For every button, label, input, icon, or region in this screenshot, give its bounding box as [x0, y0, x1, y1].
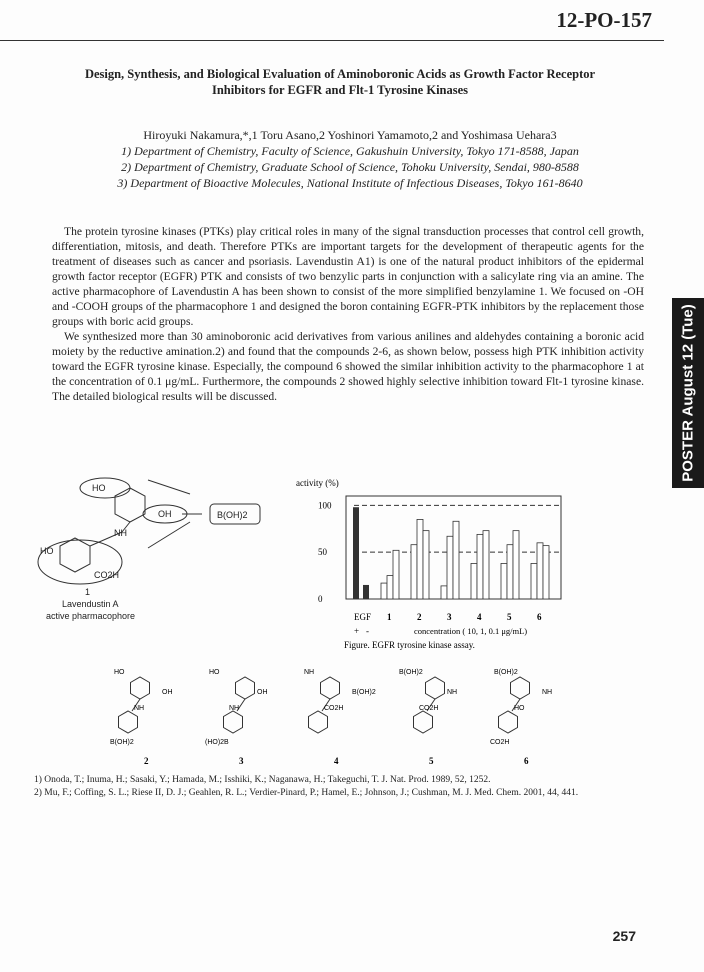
- compound-number: 3: [239, 756, 244, 766]
- bar-2-1: [417, 519, 423, 599]
- compound-6: [490, 669, 552, 766]
- affiliation: 3) Department of Bioactive Molecules, National Institute of Infectious Diseases, Tokyo 161-8640: [117, 176, 583, 190]
- y-tick-label: 100: [318, 500, 332, 511]
- bar-5-2: [513, 531, 519, 599]
- atom-label: HO: [514, 705, 525, 712]
- bar-3-0: [441, 586, 447, 599]
- benzene-ring: [511, 677, 530, 699]
- control-bar: [353, 507, 359, 599]
- header-rule: [0, 40, 664, 41]
- atom-label: OH: [162, 689, 173, 696]
- label: CO2H: [94, 570, 120, 580]
- compound-3: [205, 669, 268, 766]
- paper-title: Design, Synthesis, and Biological Evaluation of Aminoboronic Acids as Growth Factor Receptor Inhibitors for EGFR and Flt-1 Tyrosine Kinases: [84, 67, 596, 97]
- poster-code: 12-PO-157: [556, 8, 652, 32]
- x-tick-label: 6: [537, 612, 542, 622]
- page-number: 257: [612, 928, 636, 944]
- atom-label: NH: [304, 669, 315, 676]
- author-block: [60, 127, 640, 191]
- bar-5-1: [507, 545, 513, 599]
- bar-6-2: [543, 546, 549, 599]
- benzene-ring: [236, 677, 255, 699]
- benzene-ring: [60, 538, 90, 572]
- affiliation: 1) Department of Chemistry, Faculty of Science, Gakushuin University, Tokyo 171-8588, Japan: [121, 144, 579, 158]
- atom-label: B(OH)2: [110, 739, 134, 746]
- bar-1-2: [393, 550, 399, 599]
- bar-4-0: [471, 563, 477, 599]
- compound-2: [110, 669, 173, 766]
- x-tick-label: 2: [417, 612, 422, 622]
- label: NH: [114, 528, 127, 538]
- control-sign: -: [366, 626, 369, 636]
- atom-label: OH: [257, 689, 268, 696]
- x-axis-label: concentration ( 10, 1, 0.1 μg/mL): [414, 626, 528, 636]
- control-bar: [363, 585, 369, 599]
- benzene-ring: [309, 711, 328, 733]
- bar-6-0: [531, 563, 537, 599]
- affiliation: 2) Department of Chemistry, Graduate School of Science, Tohoku University, Sendai, 980-8588: [121, 160, 579, 174]
- bar-6-1: [537, 543, 543, 599]
- paragraph: We synthesized more than 30 aminoboronic acid derivatives from various anilines and aldehydes containing a boronic acid moiety by the reductive amination.2) and found that the compounds 2-6, as shown below, possess high PTK inhibition activity toward the EGFR tyrosine kinase. Especially, the compound 6 showed the similar inhibition activity to the pharmacophore 1 at the concentration of 0.1 μg/mL. Furthermore, the compounds 2 showed highly selective inhibition toward Flt-1 tyrosine kinase. The detailed biological results will be discussed.: [52, 330, 644, 403]
- bar-4-2: [483, 531, 489, 599]
- bar-1-1: [387, 576, 393, 599]
- atom-label: B(OH)2: [494, 669, 518, 676]
- x-tick-label: 3: [447, 612, 452, 622]
- control-label: EGF: [354, 612, 372, 622]
- label: HO: [92, 483, 106, 493]
- compound-subtitle: active pharmacophore: [46, 611, 136, 621]
- benzene-ring: [499, 711, 518, 733]
- chart-caption: Figure. EGFR tyrosine kinase assay.: [344, 640, 475, 650]
- atom-label: B(OH)2: [352, 689, 376, 696]
- label: B(OH)2: [217, 510, 248, 520]
- references: [34, 774, 674, 800]
- compound-number: 6: [524, 756, 529, 766]
- side-tab-label: POSTER August 12 (Tue): [679, 304, 697, 482]
- y-axis-label: activity (%): [296, 478, 339, 488]
- bar-2-2: [423, 531, 429, 599]
- benzene-ring: [131, 677, 150, 699]
- bar-3-2: [453, 521, 459, 599]
- benzene-ring: [414, 711, 433, 733]
- compound-structures: [110, 660, 580, 770]
- x-tick-label: 5: [507, 612, 512, 622]
- bar-chart: [296, 476, 586, 656]
- atom-label: CO2H: [419, 705, 439, 712]
- x-tick-label: 1: [387, 612, 392, 622]
- reference: 1) Onoda, T.; Inuma, H.; Sasaki, Y.; Hamada, M.; Isshiki, K.; Naganawa, H.; Takeguchi, T. J. Nat. Prod. 1989, 52, 1252.: [34, 775, 491, 785]
- bar-1-0: [381, 583, 387, 599]
- compound-5: [399, 669, 457, 766]
- benzene-ring: [115, 488, 145, 522]
- atom-label: (HO)2B: [205, 739, 229, 746]
- atom-label: HO: [209, 669, 220, 676]
- compound-number: 5: [429, 756, 434, 766]
- benzene-ring: [119, 711, 138, 733]
- atom-label: NH: [542, 689, 553, 696]
- atom-label: CO2H: [490, 739, 510, 746]
- benzene-ring: [426, 677, 445, 699]
- pharmacophore-diagram: [30, 476, 290, 626]
- bar-2-0: [411, 545, 417, 599]
- y-tick-label: 0: [318, 594, 323, 604]
- control-sign: +: [354, 626, 360, 636]
- bar-4-1: [477, 534, 483, 599]
- atom-label: NH: [229, 705, 240, 712]
- compound-number: 4: [334, 756, 339, 766]
- atom-label: HO: [114, 669, 125, 676]
- abstract-body: [52, 224, 644, 404]
- side-tab: [672, 298, 704, 488]
- paragraph: The protein tyrosine kinases (PTKs) play critical roles in many of the signal transduction processes that control cell growth, differentiation, mitosis, and death. Therefore PTKs are important targets for the development of therapeutic agents for the treatment of diseases such as cancer and psoriasis. Lavendustin A1) is one of the natural product inhibitors of the epidermal growth factor receptor (EGFR) PTK and consists of two benzylic parts in conjunction with a salicylate ring via an amine. The active pharmacophore of Lavendustin A has been shown to consist of the more simplified benzylamine 1. We focused on -OH and -COOH groups of the pharmacophore 1 and designed the boron containing EGFR-PTK inhibitors by the replacement those groups with boric acid groups.: [52, 225, 644, 328]
- compound-number: 2: [144, 756, 149, 766]
- benzene-ring: [321, 677, 340, 699]
- bar-5-0: [501, 563, 507, 599]
- label: HO: [40, 546, 54, 556]
- atom-label: CO2H: [324, 705, 344, 712]
- label: OH: [158, 509, 172, 519]
- atom-label: B(OH)2: [399, 669, 423, 676]
- benzene-ring: [224, 711, 243, 733]
- atom-label: NH: [134, 705, 145, 712]
- bar-3-1: [447, 536, 453, 599]
- y-tick-label: 50: [318, 547, 327, 558]
- reference: 2) Mu, F.; Coffing, S. L.; Riese II, D. J.; Geahlen, R. L.; Verdier-Pinard, P.; Hamel, E.; Johnson, J.; Cushman, M. J. Med. Chem. 2001, 44, 441.: [34, 788, 579, 798]
- authors: Hiroyuki Nakamura,*,1 Toru Asano,2 Yoshinori Yamamoto,2 and Yoshimasa Uehara3: [143, 128, 557, 142]
- atom-label: NH: [447, 689, 458, 696]
- compound-name: Lavendustin A: [62, 599, 119, 609]
- compound-4: [304, 669, 376, 766]
- compound-number: 1: [85, 587, 91, 597]
- x-tick-label: 4: [477, 612, 482, 622]
